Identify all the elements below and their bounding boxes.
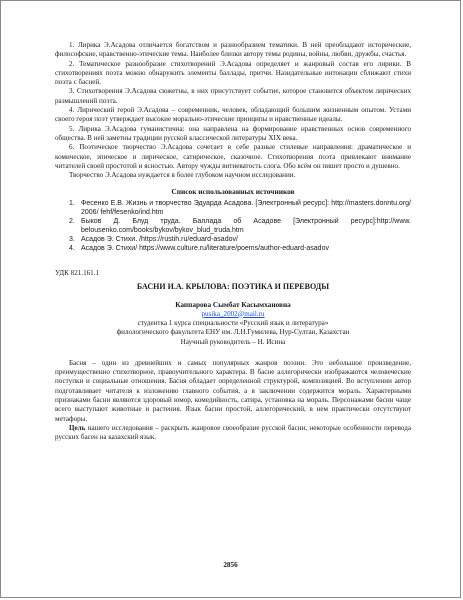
article-title: БАСНИ И.А. КРЫЛОВА: ПОЭТИКА И ПЕРЕВОДЫ bbox=[136, 282, 330, 292]
udk-code: УДК 821.161.1 bbox=[55, 268, 100, 277]
paragraph-3: 3. Стихотворения Э.Асадова сюжетны, в них присутствует событие, которое становится объектом лирических размышлений поэта. bbox=[55, 87, 411, 105]
reference-text: Асадов Э. Стихи/ https://www.culture.ru/literature/poems/author-eduard-asadov bbox=[81, 244, 329, 252]
page-content bbox=[55, 41, 411, 443]
references-list bbox=[55, 199, 411, 253]
paragraph-5: 5. Лирика Э.Асадова гуманистична: она направлена на формирование нравственных основ современного общества. В ней заметны традиции русской классической литературы XIX века. bbox=[55, 124, 411, 142]
reference-number: 2. bbox=[69, 217, 75, 225]
reference-text: Асадов Э. Стихи. /https://rustih.ru/eduard-asadov/ bbox=[81, 235, 238, 243]
scientific-advisor: Научный руководитель – Н. Исина bbox=[180, 337, 286, 346]
author-email-link[interactable]: pusika_2002@mail.ru bbox=[201, 309, 265, 318]
goal-label: Цель bbox=[69, 423, 86, 432]
reference-item bbox=[55, 199, 411, 217]
reference-number: 3. bbox=[69, 235, 75, 243]
goal-text: нашего исследования – раскрыть жанровое своеобразие русской басни, некоторые особенности перевода русских басен на казахский язык. bbox=[55, 423, 411, 442]
paragraph-2: 2. Тематическое разнообразие стихотворений Э.Асадова определяет и жанровый состав его лирики. В стихотворениях поэта можно обнаружить элементы баллады, притчи. Назидательные интонации сближают стихи поэта с басней. bbox=[55, 59, 411, 87]
reference-item bbox=[55, 235, 411, 244]
paragraph-conclusion: Творчество Э.Асадова нуждается в более глубоком научном исследовании. bbox=[69, 171, 296, 180]
author-name: Каппарова Сымбат Касымхановна bbox=[175, 300, 291, 310]
paragraph-1: 1. Лирика Э.Асадова отличается богатством и разнообразием тематики. В ней преобладают исторические, философские, нравственно-этические темы. Наиболее близки автору темы родины, войны, любви, дружбы, счастья. bbox=[55, 41, 411, 59]
paragraph-4: 4. Лирический герой Э.Асадова – современник, человек, обладающий большим жизненным опытом. Устами своего героя поэт утверждает высокие морально-этические принципы и нравственные идеалы. bbox=[55, 106, 411, 124]
reference-item bbox=[55, 217, 411, 235]
article-paragraph-1: Басня – один из древнейших и самых популярных жанров поэзии. Это небольшое произведение, преимущественно стихотворное, правоучительного характера. В басне аллегорически изображаются человеческие поступки и социальные отношения. Басня обладает определенной структурой, композицией. Во вступлении автор подготавливает читателя к изложению главного события, а в заключении содержится мораль. Характерными признаками басни являются здоровый юмор, комедийность, сатира, установка на мораль. Персонажами басни чаще всего выступают животные и растения. Язык басни простой, аллегорический, в нем практически отсутствуют метафоры. bbox=[55, 358, 411, 423]
references-title: Список использованных источников bbox=[171, 187, 295, 197]
reference-number: 1. bbox=[69, 199, 75, 207]
reference-number: 4. bbox=[69, 244, 75, 252]
article-goal-paragraph bbox=[55, 424, 411, 443]
reference-text: Быков Д. Блуд труда. Баллада об Асадове [Электронный ресурс]:http://www. belousenko.com/books/bykov/bykov_blud_truda.htm bbox=[81, 217, 411, 234]
paragraph-6: 6. Поэтическое творчество Э.Асадова сочетает в себе разные стилевые направления: драматическое и комическое, эпическое и лирическое, сатирическое, сказочное. Стихотворения поэта привлекают внимание читателей своей простотой и ясностью. Автору чужды витиеватость слога. Обо всём он пишет просто и душевно. bbox=[55, 143, 411, 170]
reference-text: Фесенко Е.В. Жизнь и творчество Эдуарда Асадова. [Электронный ресурс]: http://masters.donntu.org/ 2006/ fehf/fesenko/ind.htm bbox=[81, 199, 411, 216]
affiliation-line-2: филологического факультета ЕНУ им. Л.Н.Гумилева, Нур-Султан, Казахстан bbox=[116, 328, 350, 337]
page-number: 2856 bbox=[223, 561, 238, 569]
reference-item bbox=[55, 244, 411, 253]
affiliation-line-1: студентка 1 курса специальности «Русский язык и литература» bbox=[137, 318, 329, 327]
